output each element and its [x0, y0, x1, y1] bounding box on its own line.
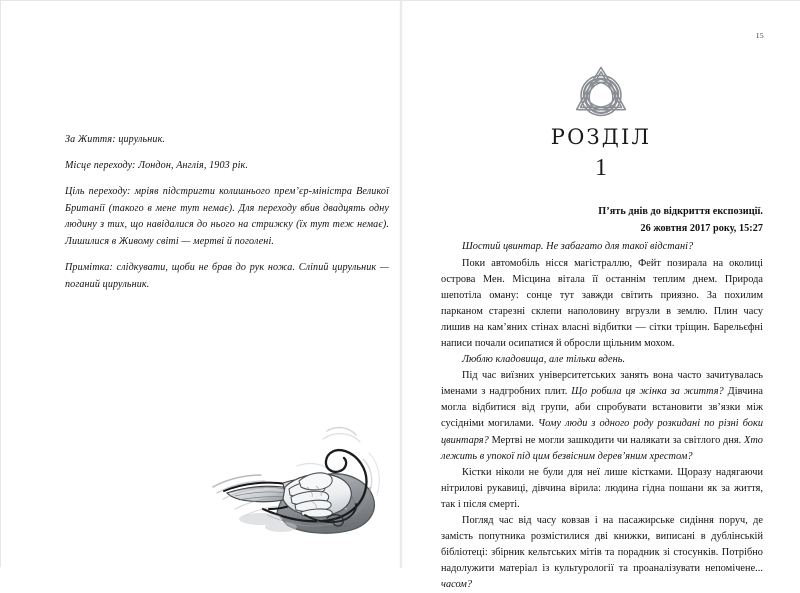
inner-thought-run: Хто лежить в упокої під цим безвісним дерев’яним хрестом?: [441, 434, 763, 462]
left-page-notes: [65, 132, 389, 293]
body-paragraph: Поки автомобіль нісся магістраллю, Фейт позирала на околиці острова Мен. Місцина вітала її останнім теплим днем. Природа шепотіла оману: сонце тут завжди світить приязно. За похилим парканом старезні склепи наполовину вгрузли в землю. Плин часу лишив на кам’яних стінах власні відбитки — сітки тріщин. Барельєфні написи почали осипатися й обросли щільним мохом.: [441, 257, 763, 349]
chapter-heading: [401, 127, 800, 180]
body-paragraph: [441, 368, 763, 465]
inner-thought-run: часом?: [441, 579, 473, 591]
triquetra-icon: [401, 57, 800, 131]
dateline-timestamp: 26 жовтня 2017 року, 15:27: [640, 223, 763, 235]
inner-thought-run: Що робила ця жінка за життя?: [571, 386, 728, 398]
inner-thought-paragraph: Шостий цвинтар. Не забагато для такої відстані?: [462, 241, 694, 253]
narration-run: Під час виїзних університетських занять вона часто зачитувалась іменами з надгробних плит.: [441, 370, 763, 398]
right-page: [401, 1, 800, 591]
note-paragraph: Ціль переходу: мріяв підстригти колишнього прем’єр-міністра Великої Британії (такого в мене тут немає). Для переходу вбив двадцять одну людину з тих, що навідалися до нього на стрижку (їх тут теж немає). Лишилися в Живому світі — мертві й поголені.: [65, 186, 389, 247]
hand-holding-straight-razor-illustration: [177, 417, 392, 547]
chapter-body: [441, 204, 763, 593]
left-page: [1, 1, 401, 568]
chapter-number: 1: [595, 155, 607, 181]
body-paragraphs: [441, 239, 763, 593]
note-paragraph: За Життя: цирульник.: [65, 134, 166, 145]
chapter-label: РОЗДІЛ: [550, 125, 652, 149]
body-paragraph: [441, 513, 763, 593]
body-paragraph: Кістки ніколи не були для неї лише кістками. Щоразу надягаючи нітрилові рукавиці, дівчина вірила: людина гідна пошани як за життя, так і після смерті.: [441, 466, 763, 510]
note-paragraph: Місце переходу: Лондон, Англія, 1903 рік.: [65, 160, 249, 172]
page-number: 15: [755, 31, 764, 40]
note-paragraph: Примітка: слідкувати, щоби не брав до рук ножа. Сліпий цирульник — поганий цирульник.: [65, 262, 389, 290]
narration-run: Дівчина могла відбитися від групи, аби спробувати встановити зв’язки між сусідніми могилами.: [441, 386, 763, 430]
narration-run: Мертві не могли зашкодити чи налякати за світлого дня.: [491, 434, 745, 446]
narration-run: Погляд час від часу ковзав і на пасажирське сидіння поруч, де замість попутника розмістилися дві книжки, виписані в дублінській бібліотеці: збірник кельтських мітів та порадник зі стосунків. Потрібно надолужити матеріал із культурології та проаналізувати непомічене...: [441, 515, 763, 575]
dateline-countdown: П’ять днів до відкриття експозиції.: [598, 206, 763, 217]
inner-thought-run: Чому люди з одного роду розкидані по різні боки цвинтаря?: [441, 418, 763, 446]
inner-thought-paragraph: Люблю кладовища, але тільки вдень.: [462, 354, 626, 366]
